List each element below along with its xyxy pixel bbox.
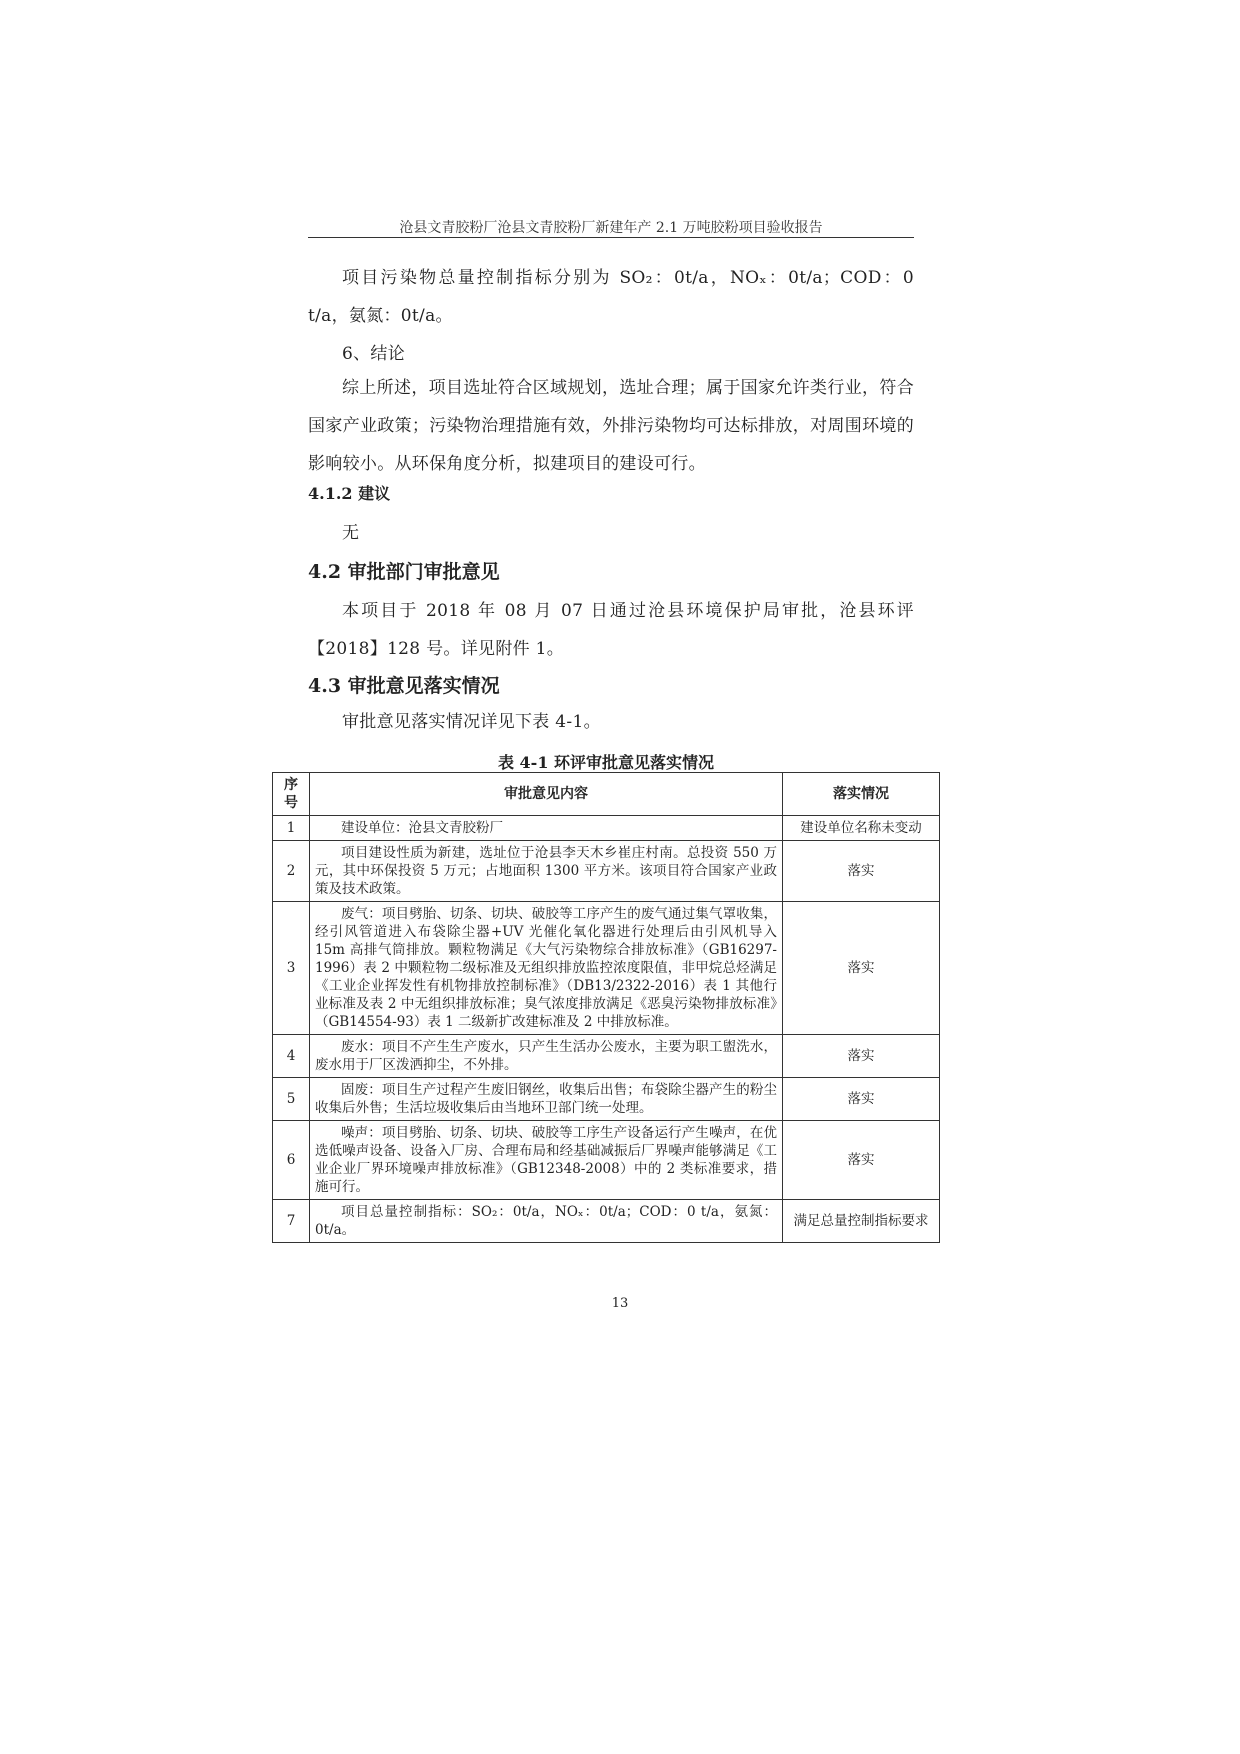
page-number: 13 (611, 1296, 629, 1311)
table-header-row (273, 773, 940, 816)
paragraph-total-control: 项目污染物总量控制指标分别为 SO₂：0t/a，NOₓ：0t/a；COD：0 t/a，氨氮：0t/a。 (308, 268, 914, 326)
table-row (273, 1078, 940, 1121)
row-no: 1 (273, 816, 310, 841)
paragraph-4-3: 审批意见落实情况详见下表 4-1。 (342, 712, 601, 732)
row-status: 落实 (783, 841, 940, 902)
row-content: 废气：项目劈胎、切条、切块、破胶等工序产生的废气通过集气罩收集，经引风管道进入布袋除尘器+UV 光催化氧化器进行处理后由引风机导入 15m 高排气筒排放。颗粒物满足《大气污染物综合排放标准》（GB16297-1996）表 2 中颗粒物二级标准及无组织排放监控浓度限值，非甲烷总烃满足《工业企业挥发性有机物排放控制标准》（DB13/2322-2016）表 1 其他行业标准及表 2 中无组织排放标准；臭气浓度排放满足《恶臭污染物排放标准》（GB14554-93）表 1 二级新扩改建标准及 2 中排放标准。 (310, 902, 783, 1035)
row-no: 5 (273, 1078, 310, 1121)
table-row (273, 1121, 940, 1200)
row-status: 落实 (783, 1078, 940, 1121)
row-no: 4 (273, 1035, 310, 1078)
row-status: 落实 (783, 1121, 940, 1200)
row-content: 固废：项目生产过程产生废旧钢丝，收集后出售；布袋除尘器产生的粉尘收集后外售；生活垃圾收集后由当地环卫部门统一处理。 (310, 1078, 783, 1121)
header-status: 落实情况 (783, 773, 940, 816)
heading-4-2: 4.2 审批部门审批意见 (308, 561, 500, 583)
table-title: 表 4-1 环评审批意见落实情况 (497, 753, 715, 772)
row-content: 废水：项目不产生生产废水，只产生生活办公废水，主要为职工盥洗水，废水用于厂区泼洒抑尘，不外排。 (310, 1035, 783, 1078)
row-content: 项目总量控制指标：SO₂：0t/a，NOₓ：0t/a；COD：0 t/a，氨氮：0t/a。 (310, 1200, 783, 1243)
row-status: 落实 (783, 902, 940, 1035)
row-content: 项目建设性质为新建，选址位于沧县李天木乡崔庄村南。总投资 550 万元，其中环保投资 5 万元；占地面积 1300 平方米。该项目符合国家产业政策及技术政策。 (310, 841, 783, 902)
table-row (273, 816, 940, 841)
row-no: 3 (273, 902, 310, 1035)
row-no: 6 (273, 1121, 310, 1200)
paragraph-conclusion: 综上所述，项目选址符合区域规划，选址合理；属于国家允许类行业，符合国家产业政策；污染物治理措施有效，外排污染物均可达标排放，对周围环境的影响较小。从环保角度分析，拟建项目的建设可行。 (308, 378, 914, 474)
row-status: 建设单位名称未变动 (783, 816, 940, 841)
table-row (273, 841, 940, 902)
page-header: 沧县文青胶粉厂沧县文青胶粉厂新建年产 2.1 万吨胶粉项目验收报告 (399, 220, 823, 236)
table-row (273, 1200, 940, 1243)
approval-table (272, 772, 940, 1243)
table-row (273, 1035, 940, 1078)
row-status: 落实 (783, 1035, 940, 1078)
paragraph-4-2: 本项目于 2018 年 08 月 07 日通过沧县环境保护局审批，沧县环评【2018】128 号。详见附件 1。 (308, 601, 914, 659)
table-row (273, 902, 940, 1035)
row-content: 噪声：项目劈胎、切条、切块、破胶等工序生产设备运行产生噪声，在优选低噪声设备、设备入厂房、合理布局和经基础减振后厂界噪声能够满足《工业企业厂界环境噪声排放标准》（GB12348-2008）中的 2 类标准要求，措施可行。 (310, 1121, 783, 1200)
paragraph-4-1-2: 无 (342, 523, 360, 543)
heading-4-3: 4.3 审批意见落实情况 (308, 675, 500, 697)
heading-conclusion: 6、结论 (342, 344, 406, 364)
row-content: 建设单位：沧县文青胶粉厂 (310, 816, 783, 841)
header-rule (308, 237, 914, 238)
row-no: 7 (273, 1200, 310, 1243)
header-content: 审批意见内容 (310, 773, 783, 816)
row-no: 2 (273, 841, 310, 902)
heading-4-1-2: 4.1.2 建议 (308, 484, 391, 503)
row-status: 满足总量控制指标要求 (783, 1200, 940, 1243)
header-no: 序号 (273, 773, 310, 816)
